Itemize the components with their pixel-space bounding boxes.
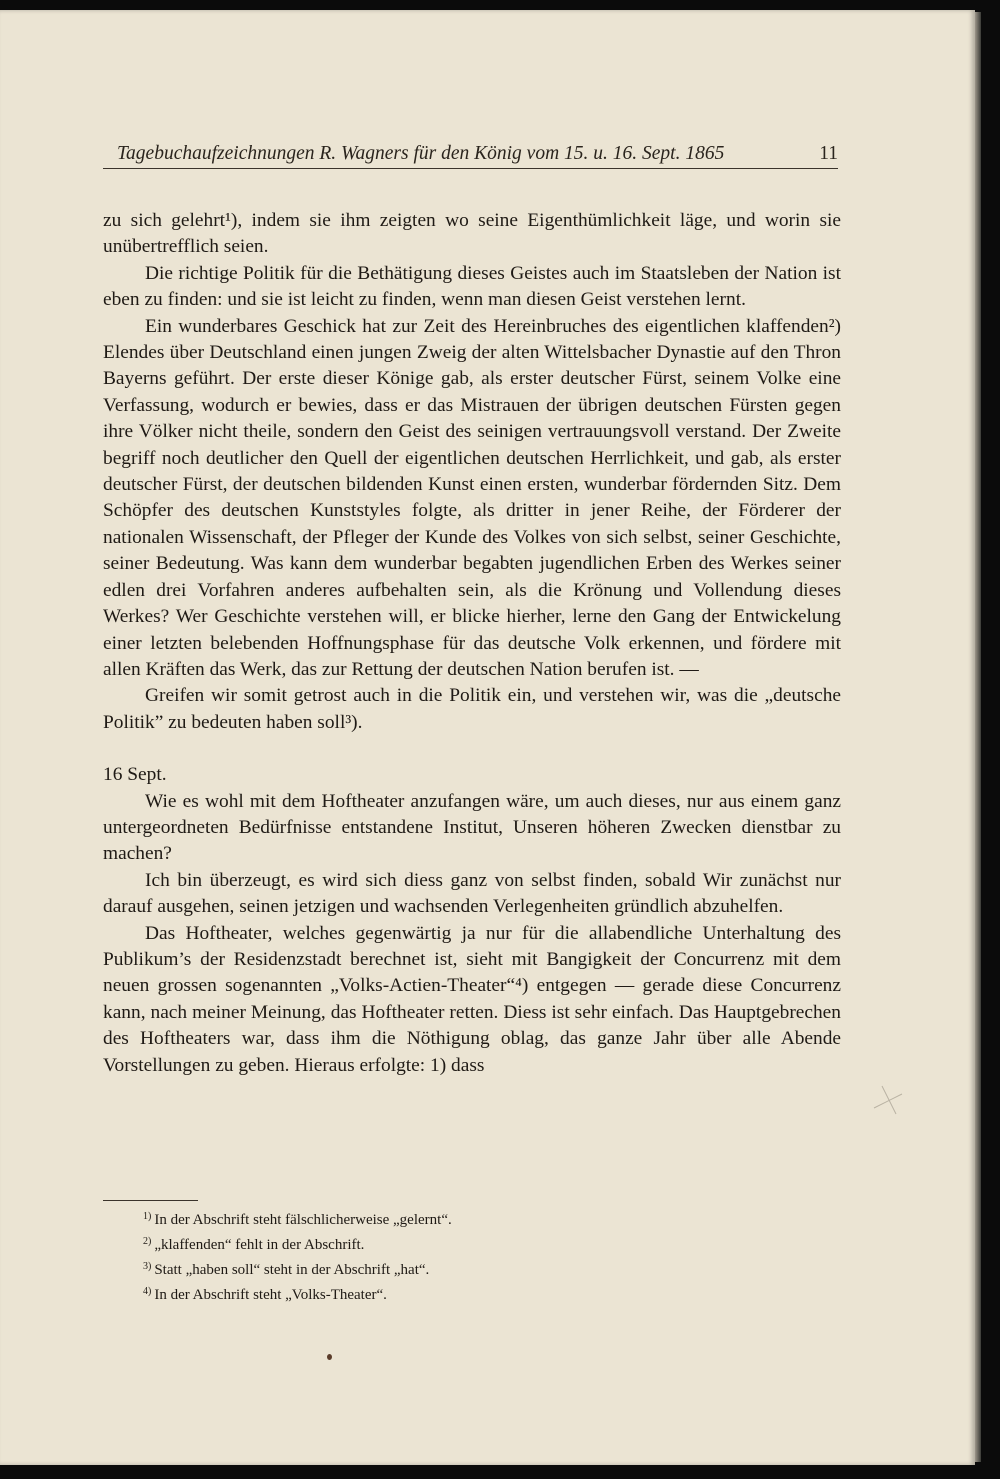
paragraph: Wie es wohl mit dem Hoftheater anzufangen wäre, um auch dieses, nur aus einem ganz untergeordneten Bedürfnisse entstandene Institut, Unseren höheren Zwecken dienstbar zu machen? xyxy=(103,790,841,865)
footnote-marker: 3) xyxy=(143,1261,152,1272)
footnote-marker: 4) xyxy=(143,1286,152,1297)
footnote xyxy=(143,1206,823,1231)
page-number: 11 xyxy=(819,143,838,164)
paragraph: Das Hoftheater, welches gegenwärtig ja nur für die allabendliche Unterhaltung des Publikum’s der Residenzstadt berechnet ist, sieht mit Bangigkeit der Concurrenz mit dem neuen grossen sogenannten „Volks-Actien-Theater“⁴) entgegen — gerade diese Concurrenz kann, nach meiner Meinung, das Hoftheater retten. Diess ist sehr einfach. Das Hauptgebrechen des Hoftheaters war, dass ihm die Nöthigung oblag, das ganze Jahr über alle Abende Vorstellungen zu geben. Hieraus erfolgte: 1) dass xyxy=(103,922,841,1076)
paragraph: Greifen wir somit getrost auch in die Politik ein, und verstehen wir, was die „deutsche Politik” zu bedeuten haben soll³). xyxy=(103,685,841,733)
page-edge xyxy=(975,12,981,1462)
paragraph: Die richtige Politik für die Bethätigung dieses Geistes auch im Staatsleben der Nation ist eben zu finden: und sie ist leicht zu finden, wenn man diesen Geist verstehen lernt. xyxy=(103,262,841,311)
footnote-text: „klaffenden“ fehlt in der Abschrift. xyxy=(154,1237,365,1253)
ink-spot xyxy=(327,1354,332,1360)
main-text xyxy=(103,208,841,1079)
footnote-text: In der Abschrift steht fälschlicherweise „gelernt“. xyxy=(154,1212,452,1228)
footnote-rule xyxy=(103,1200,198,1201)
paragraph: Ich bin überzeugt, es wird sich diess ganz von selbst finden, sobald Wir zunächst nur darauf ausgehen, seinen jetzigen und wachsenden Verlegenheiten gründlich abzuhelfen. xyxy=(103,869,841,918)
footnote xyxy=(143,1256,823,1281)
paragraph-continuation: zu sich gelehrt¹), indem sie ihm zeigten wo seine Eigenthümlichkeit läge, und worin sie unübertrefflich seien. xyxy=(103,210,841,258)
footnote-marker: 1) xyxy=(143,1211,152,1222)
footnote xyxy=(143,1281,823,1306)
paragraph: Ein wunderbares Geschick hat zur Zeit des Hereinbruches des eigentlichen klaffenden²) Elendes über Deutschland einen jungen Zweig der alten Wittelsbacher Dynastie auf den Thron Bayerns geführt. Der erste dieser Könige gab, als erster deutscher Fürst, seinem Volke eine Verfassung, wodurch er bewies, dass er das Mistrauen der übrigen deutschen Fürsten gegen ihre Völker nicht theile, sondern den Geist des seinigen vertrauungsvoll verstand. Der Zweite begriff noch deutlicher den Quell der eigentlichen deutschen Herrlichkeit, und gab, als erster deutscher Fürst, der deutschen bildenden Kunst einen ersten, wunderbar fördernden Sitz. Dem Schöpfer des deutschen Kunststyles folgte, als dritter in jener Reihe, der Förderer der nationalen Wissenschaft, der Pfleger der Kunde des Volkes von sich selbst, seiner Geschichte, seiner Bedeutung. Was kann dem wunderbar begabten jugendlichen Erben des Werkes seiner edlen drei Vorfahren anderes aufbehalten sein, als die Krönung und Vollendung dieses Werkes? Wer Geschichte verstehen will, er blicke hierher, lerne den Gang der Entwickelung einer letzten belebenden Hoffnungsphase für das deutsche Volk erkennen, und fördere mit allen Kräften das Werk, das zur Rettung der deutschen Nation berufen ist. — xyxy=(103,315,841,680)
running-header xyxy=(103,138,838,169)
footnote-text: Statt „haben soll“ steht in der Abschrift „hat“. xyxy=(154,1262,430,1278)
footnote-marker: 2) xyxy=(143,1236,152,1247)
date-heading: 16 Sept. xyxy=(103,764,167,786)
footnote xyxy=(143,1231,823,1256)
footnotes xyxy=(143,1206,823,1306)
footnote-text: In der Abschrift steht „Volks-Theater“. xyxy=(154,1287,387,1303)
pencil-mark-icon xyxy=(868,1080,908,1120)
running-title: Tagebuchaufzeichnungen R. Wagners für den König vom 15. u. 16. Sept. 1865 xyxy=(117,143,725,164)
